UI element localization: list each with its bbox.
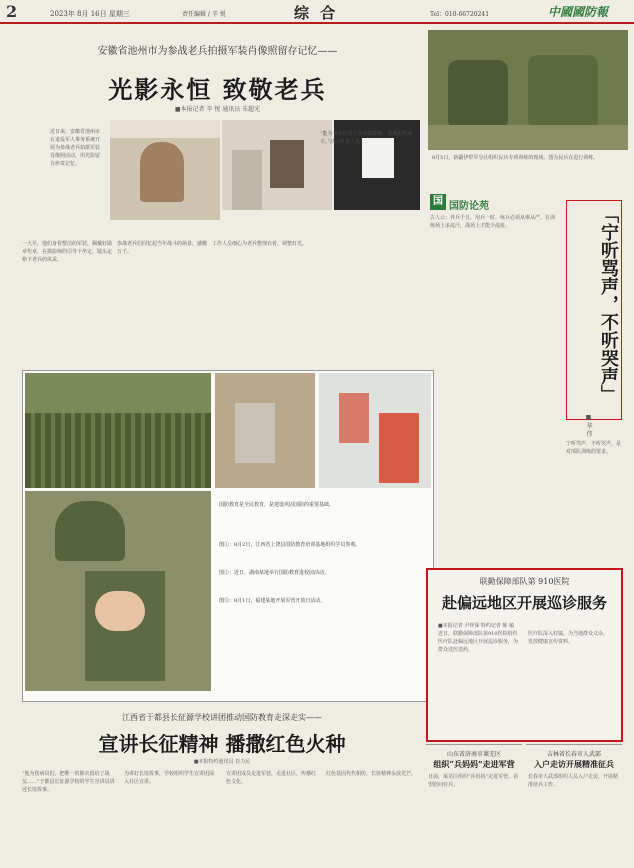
bottom-right-kicker: 吉林省长春市人武部	[546, 751, 601, 758]
editor-line: 责任编辑 / 辛 悦	[182, 11, 226, 18]
guofang-body-2: 宁听骂声，不听哭声，是对部队训练的要求。	[566, 441, 622, 455]
bottom-right-article	[526, 744, 622, 865]
collage-note: 国防教育是全民教育，是建设巩固国防的重要基础。	[219, 502, 335, 508]
hospital-article-box	[426, 568, 623, 742]
bottom-left-article	[426, 744, 522, 865]
page-header	[0, 0, 634, 24]
jiangxi-headline: 宣讲长征精神 播撒红色火种	[98, 732, 346, 756]
bottom-left-headline: 组织“兵妈妈”走进军营	[433, 759, 515, 769]
body-col-2: 一大早，他们身着整洁的军装，佩戴好勋章奖章，在摄影师的引导下坐定，镜头定格下老兵的风采。	[22, 241, 113, 263]
caption-1: 图①：8月2日，江西省上饶县国防教育培训基地组织学员参观。	[219, 542, 361, 548]
body-col-3: 参战老兵们回忆起当年战斗的场景，感慨万千。	[117, 241, 207, 255]
body-col-4: 工作人员细心为老兵整理衣着，调整灯光。	[212, 241, 308, 247]
bottom-left-kicker: 山东省济南市莱芜区	[446, 751, 501, 758]
photo-veteran	[110, 120, 220, 220]
column-badge-icon: 国	[430, 194, 446, 210]
hospital-headline: 赴偏远地区开展巡诊服务	[441, 594, 607, 612]
guofang-author: ■ 华 伟	[585, 414, 592, 437]
photo-militia-training	[428, 30, 628, 150]
caption-2: 图②：近日，湖南某地举行国防教育进校园活动。	[219, 570, 330, 576]
photo-caption-top: 8月5日，新疆伊犁军分区组织民兵专项训练的现场。图为民兵在进行训练。	[432, 155, 599, 161]
photo-2	[215, 373, 315, 488]
guofang-tag: 国防论苑	[449, 201, 489, 212]
jiangxi-kicker: 江西省于都县长征源学校讲团推动国防教育走深走实——	[122, 713, 322, 722]
guofang-body: 古人云：养兵千日，用兵一时。练兵必须从难从严，在训练场上多流汗，战场上才能少流血。	[430, 215, 556, 229]
photo-portrait	[222, 120, 332, 210]
hospital-body-2: 医疗队深入村镇，为当地群众义诊，发放健康宣传资料。	[528, 631, 609, 645]
bottom-right-body: 长春市人武部组织人员入户走访，开展精准征兵工作。	[528, 774, 619, 788]
body-col-1: 近日来，安徽省池州市在退役军人事务系统开展为参战老兵拍摄军装肖像照活动，用光影留存珍贵记忆。	[50, 129, 101, 167]
main-kicker: 安徽省池州市为参战老兵拍摄军装肖像照留存记忆——	[97, 46, 338, 57]
main-headline: 光影永恒 致敬老兵	[108, 75, 327, 104]
bottom-left-body: 日前，莱芜区组织“兵妈妈”走进军营，看望慰问官兵。	[428, 774, 519, 788]
hospital-byline: ■本报记者 尹梓深 特约记者 陈 敏	[438, 623, 515, 629]
masthead-logo: 中國國防報	[548, 5, 609, 19]
guofang-title: 「宁听骂声，不听哭声」	[566, 200, 622, 420]
body-col-5: “能为老兵们留下珍贵的影像，是我们的荣幸。”活动负责人说。	[320, 131, 413, 145]
jiangxi-col-3: 宣讲团成员走进军营，走进社区，传播红色文化。	[226, 771, 317, 785]
section-title: 综 合	[294, 4, 339, 22]
bottom-right-headline: 入户走访开展精准征兵	[534, 759, 614, 769]
photo-soldier-child	[25, 491, 211, 691]
telephone: Tel：010-66720241	[430, 11, 490, 18]
caption-3: 图③：8月1日，福建某地开展军营开放日活动。	[219, 598, 326, 604]
hospital-body-1: 近日，联勤保障部队第910医院组织医疗队赴偏远地区开展巡诊服务，为群众送医送药。	[438, 631, 519, 653]
jiangxi-col-4: 红色基因代代相传，长征精神永放光芒。	[326, 771, 417, 777]
photo-collage	[22, 370, 434, 702]
page-number: 2	[6, 2, 18, 21]
jiangxi-col-2: 为讲好长征故事，学校组织学生宣讲团深入社区宣讲。	[124, 771, 215, 785]
hospital-kicker: 联勤保障部队第 910医院	[479, 577, 570, 586]
jiangxi-col-1: “他为伤病员们，把唯一的棉衣留给了战友……”于都县长征源学校的学生宣讲员讲述长征故事。	[22, 771, 115, 793]
main-byline: ■本报记者 辛 悦 通讯员 朱超光	[174, 106, 261, 113]
photo-1	[25, 373, 211, 488]
photo-3	[319, 373, 431, 488]
jiangxi-byline: ■本报特约通讯员 肖力民	[193, 759, 251, 765]
issue-date: 2023年 8月 16日 星期三	[50, 10, 130, 18]
